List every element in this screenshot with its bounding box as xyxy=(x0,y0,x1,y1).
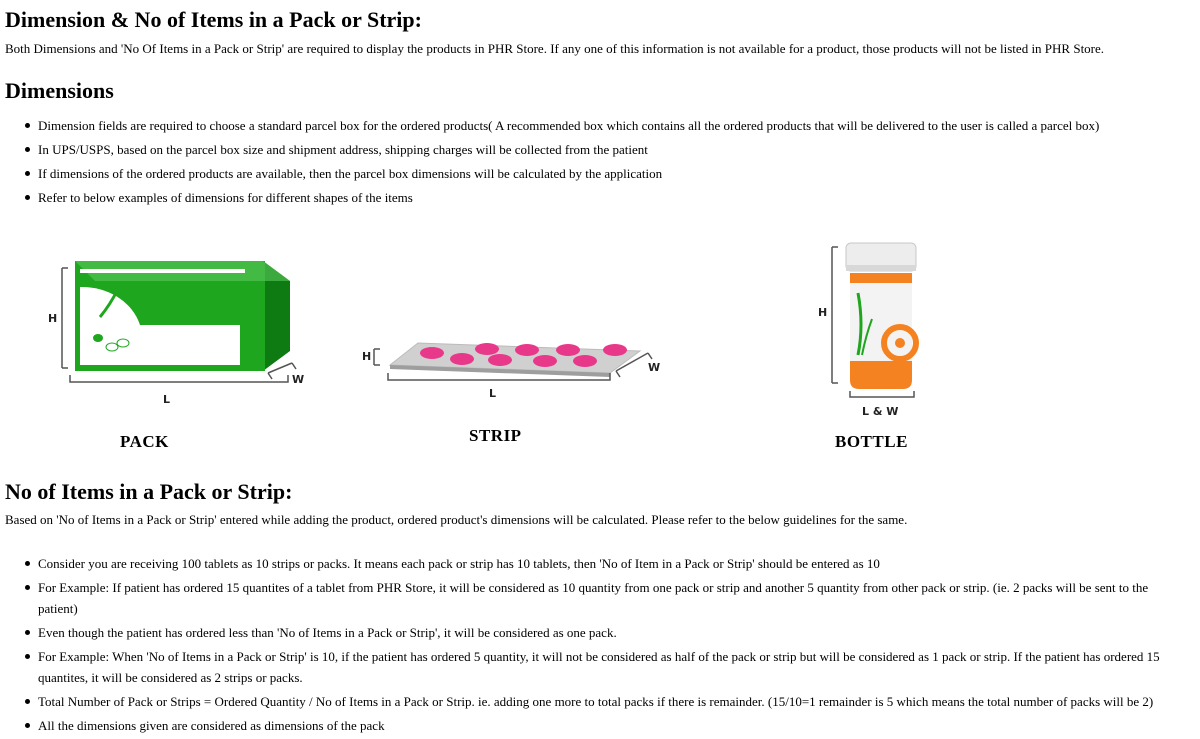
strip-caption: STRIP xyxy=(469,426,522,445)
bottle-lw-bracket xyxy=(850,391,914,397)
pack-height-bracket xyxy=(62,268,68,368)
list-item: For Example: If patient has ordered 15 quantites of a tablet from PHR Store, it will be considered as 10 quantity from one pack or strip and another 5 quantity from other pack or strip. (ie. 2 packs will be sent to the patient) xyxy=(38,577,1188,619)
pack-l-label: L xyxy=(163,393,171,406)
list-item: Even though the patient has ordered less than 'No of Items in a Pack or Strip', it will be considered as one pack. xyxy=(38,622,1188,643)
bottle-illustration xyxy=(832,243,916,397)
list-item: Total Number of Pack or Strips = Ordered Quantity / No of Items in a Pack or Strip. ie. adding one more to total packs if there is remainder. (15/10=1 remainder is 5 which means the total number of packs will be 2) xyxy=(38,691,1188,712)
list-item: For Example: When 'No of Items in a Pack or Strip' is 10, if the patient has ordered 5 quantity, it will not be considered as half of the pack or strip but will be considered as 1 pack or strip. If the patient has ordered 15 quantites, it will be considered as 2 strips or packs. xyxy=(38,646,1188,688)
strip-l-label: L xyxy=(489,387,497,400)
dimension-examples-figure xyxy=(0,225,1200,465)
page-title: Dimension & No of Items in a Pack or Strip: xyxy=(5,7,422,32)
dimensions-list xyxy=(38,115,1188,211)
list-item: Refer to below examples of dimensions for different shapes of the items xyxy=(38,187,1188,208)
strip-h-label: H xyxy=(362,350,372,363)
list-item: Dimension fields are required to choose a standard parcel box for the ordered products( A recommended box which contains all the ordered products that will be delivered to the user is called a parcel box) xyxy=(38,115,1188,136)
bottle-lw-label: L & W xyxy=(862,405,899,418)
pack-length-bracket xyxy=(70,375,288,382)
pack-caption: PACK xyxy=(120,432,169,451)
list-item: In UPS/USPS, based on the parcel box size and shipment address, shipping charges will be collected from the patient xyxy=(38,139,1188,160)
bottle-height-bracket xyxy=(832,247,838,383)
items-intro-text: Based on 'No of Items in a Pack or Strip' entered while adding the product, ordered product's dimensions will be calculated. Please refer to the below guidelines for the same. xyxy=(5,512,908,527)
list-item: Consider you are receiving 100 tablets as 10 strips or packs. It means each pack or strip has 10 tablets, then 'No of Item in a Pack or Strip' should be entered as 10 xyxy=(38,553,1188,574)
items-heading: No of Items in a Pack or Strip: xyxy=(5,479,293,504)
dimensions-heading: Dimensions xyxy=(5,78,114,103)
pack-w-label: W xyxy=(292,373,305,386)
pack-illustration xyxy=(62,261,296,382)
intro-text: Both Dimensions and 'No Of Items in a Pack or Strip' are required to display the products in PHR Store. If any one of this information is not available for a product, those products will not be listed in PHR Store. xyxy=(5,41,1105,56)
pack-h-label: H xyxy=(48,312,58,325)
strip-illustration xyxy=(374,343,652,380)
list-item: All the dimensions given are considered as dimensions of the pack xyxy=(38,715,1188,736)
bottle-h-label: H xyxy=(818,306,828,319)
bottle-caption: BOTTLE xyxy=(835,432,908,451)
strip-w-label: W xyxy=(648,361,661,374)
dimension-diagram xyxy=(0,225,1200,425)
list-item: If dimensions of the ordered products are available, then the parcel box dimensions will be calculated by the application xyxy=(38,163,1188,184)
items-list xyxy=(38,553,1188,739)
strip-height-bracket xyxy=(374,349,380,365)
